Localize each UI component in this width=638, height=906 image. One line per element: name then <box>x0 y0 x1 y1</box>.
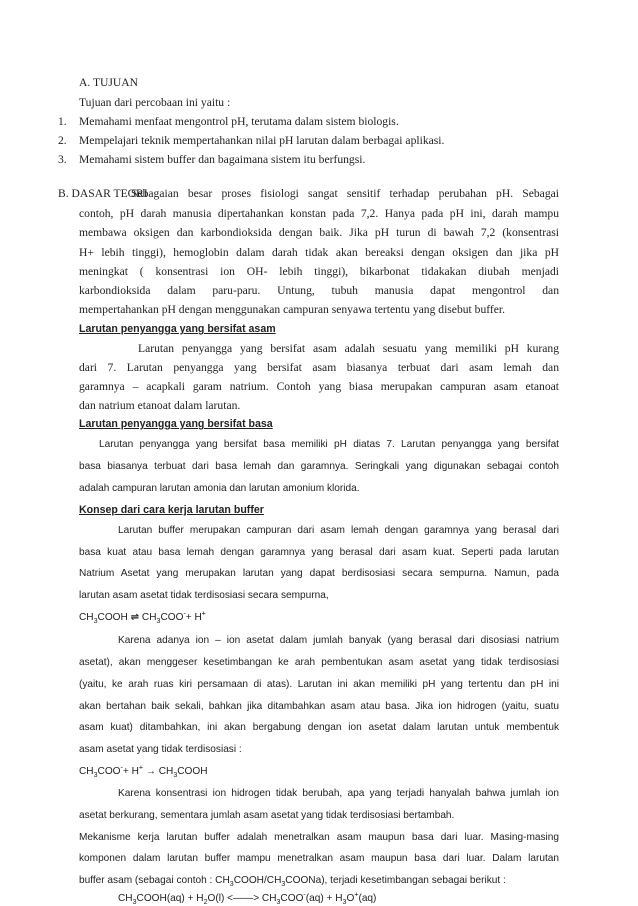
section-b-heading: B. DASAR TEORI <box>58 187 148 200</box>
paragraph-line: Larutan penyangga yang bersifat basa memiliki pH diatas 7. Larutan penyangga yang bersifat <box>99 439 559 450</box>
paragraph-line: Mekanisme kerja larutan buffer adalah menetralkan asam maupun basa dari luar. Masing-masing <box>79 832 559 843</box>
paragraph-line: buffer asam (sebagai contoh : $CH_3COOH/CH_3COONa$), terjadi kesetimbangan sebagai berikut : <box>79 875 506 889</box>
reaction-arrow: → <box>145 766 156 777</box>
paragraph-line: meningkat ( konsentrasi ion OH- lebih tinggi), bikarbonat tidakakan diubah menjadi <box>79 265 559 278</box>
subheading-acid-buffer: Larutan penyangga yang bersifat asam <box>79 323 276 335</box>
subheading-base-buffer: Larutan penyangga yang bersifat basa <box>79 418 273 430</box>
paragraph-line: membawa oksigen dan karbondioksida dengan baik. Jika pH turun di bawah 7,2 (konsentrasi <box>79 226 559 239</box>
paragraph-line: Karena konsentrasi ion hidrogen tidak berubah, apa yang terjadi hanyalah bahwa jumlah ion <box>118 788 559 799</box>
paragraph-line: Larutan penyangga yang bersifat asam adalah sesuatu yang memiliki pH kurang <box>138 342 559 355</box>
equation-acetic-acid-dissociation: $CH_3COOH$ ⇌ $CH_3COO^-+ H^+$ <box>79 610 206 626</box>
paragraph-line: (yaitu, ke arah ruas kiri persamaan di atas). Larutan ini akan memiliki pH yang tertentu dan pH ini <box>79 679 559 690</box>
paragraph-line: Karena adanya ion – ion asetat dalam jumlah banyak (yang berasal dari disosiasi natrium <box>118 635 559 646</box>
list-item-number: 1. <box>58 115 67 128</box>
equation-buffer-equilibrium: $CH_3COOH(aq) + H_2O(l)$ <——> $CH_3COO^-(aq) + H_3O^+(aq)$ <box>118 891 377 906</box>
paragraph-line: asetat berkurang, sementara jumlah asam asetat yang tidak terdisosiasi bertambah. <box>79 810 455 821</box>
paragraph-line: Larutan buffer merupakan campuran dari asam lemah dengan garamnya yang berasal dari <box>118 525 559 536</box>
paragraph-line: asetat), akan menggeser kesetimbangan ke arah pembentukan asam asetat yang tidak terdisosiasi <box>79 657 559 668</box>
equation-acetate-protonation: $CH_3COO^-+ H^+$ → $CH_3COOH$ <box>79 764 208 780</box>
paragraph-line: asam asetat yang tidak terdisosiasi : <box>79 744 242 755</box>
paragraph-line: dan natrium etanoat dalam larutan. <box>79 399 241 412</box>
paragraph-line: H+ lebih tinggi), hemoglobin dalam darah tidak akan bereaksi dengan oksigen dan jika pH <box>79 246 559 259</box>
section-a-intro: Tujuan dari percobaan ini yaitu : <box>79 96 231 109</box>
paragraph-line: karbondioksida dalam paru-paru. Untung, tubuh manusia dapat mengontrol dan <box>79 284 559 297</box>
paragraph-line: contoh, pH darah manusia dipertahankan konstan pada 7,2. Hanya pada pH ini, darah mampu <box>79 207 559 220</box>
list-item: Mempelajari teknik mempertahankan nilai pH larutan dalam berbagai aplikasi. <box>79 134 445 147</box>
list-item-number: 3. <box>58 153 67 166</box>
paragraph-line: basa biasanya terbuat dari basa lemah dan garamnya. Seringkali yang digunakan sebagai contoh <box>79 461 559 472</box>
paragraph-line: dari 7. Larutan penyangga yang bersifat asam biasanya terbuat dari asam lemah dan <box>79 361 559 374</box>
paragraph-line: Sebagaian besar proses fisiologi sangat sensitif terhadap perubahan pH. Sebagai <box>131 187 559 200</box>
paragraph-line: garamnya – acapkali garam natrium. Contoh yang biasa merupakan campuran asam etanoat <box>79 380 559 393</box>
paragraph-line: akan bertahan baik sekali, bahkan jika ditambahkan asam atau basa. Jika ion hidrogen (yaitu, suatu <box>79 701 559 712</box>
list-item: Memahami menfaat mengontrol pH, terutama dalam sistem biologis. <box>79 115 399 128</box>
paragraph-line: adalah campuran larutan amonia dan larutan amonium klorida. <box>79 483 360 494</box>
list-item: Memahami sistem buffer dan bagaimana sistem itu berfungsi. <box>79 153 366 166</box>
paragraph-line: asam kuat) ditambahkan, ini akan bergabung dengan ion asetat dalam larutan untuk membentuk <box>79 722 559 733</box>
section-a-heading: A. TUJUAN <box>79 76 139 89</box>
paragraph-line: mempertahankan pH dengan menggunakan campuran senyawa tertentu yang disebut buffer. <box>79 303 506 316</box>
list-item-number: 2. <box>58 134 67 147</box>
paragraph-line: komponen dalam larutan buffer mampu menetralkan asam maupun basa dari luar. Dalam larutan <box>79 853 559 864</box>
paragraph-line: Natrium Asetat yang merupakan larutan yang dapat berdisosiasi secara sempurna. Namun, pada <box>79 568 559 579</box>
paragraph-line: larutan asam asetat tidak terdisosiasi secara sempurna, <box>79 590 329 601</box>
equilibrium-arrow: ⇌ <box>130 612 140 623</box>
subheading-buffer-concept: Konsep dari cara kerja larutan buffer <box>79 504 264 516</box>
paragraph-line: basa kuat atau basa lemah dengan garamnya yang berasal dari asam kuat. Seperti pada larutan <box>79 547 559 558</box>
